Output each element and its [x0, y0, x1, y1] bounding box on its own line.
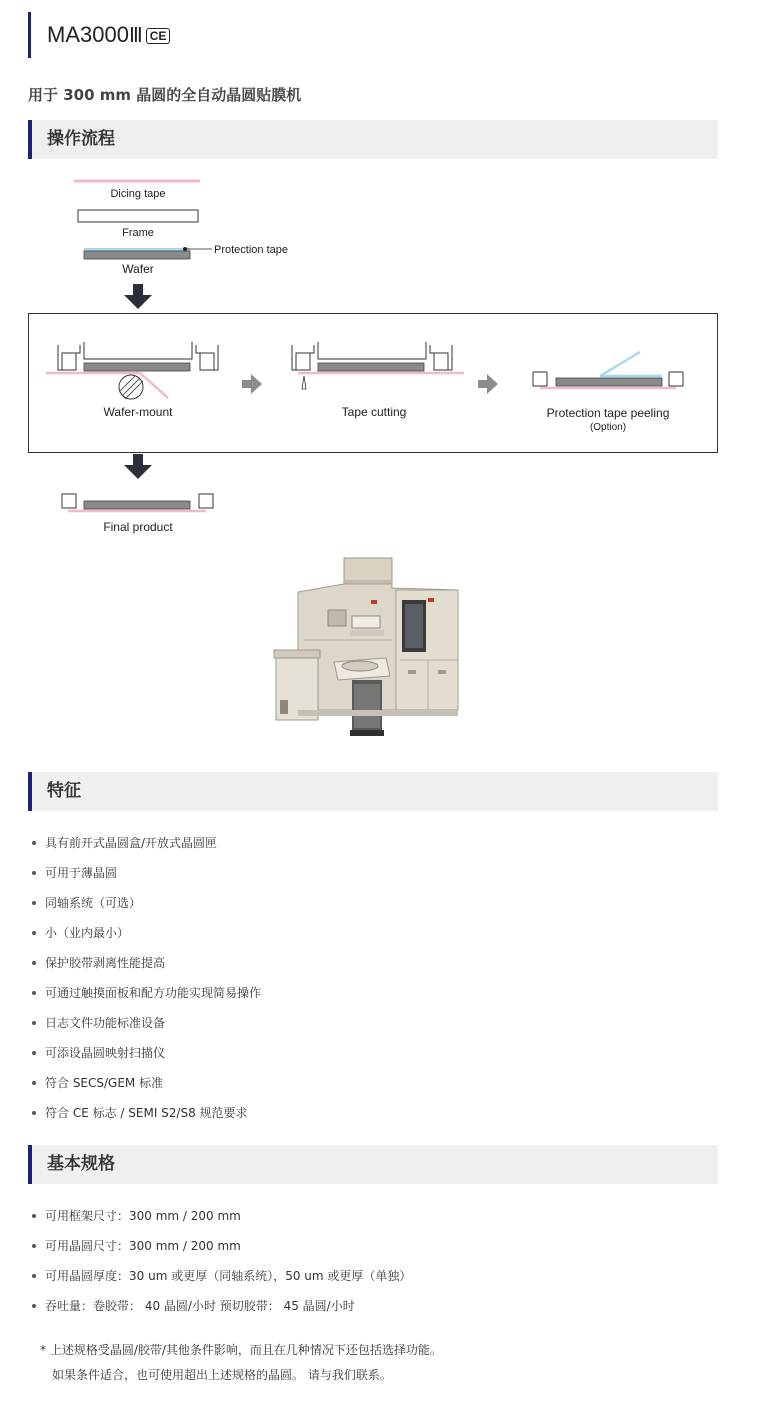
dicing-tape-label: Dicing tape — [110, 188, 166, 200]
list-item: 符合 SECS/GEM 标准 — [30, 1068, 730, 1098]
product-subtitle: 用于 300 mm 晶圆的全自动晶圆贴膜机 — [28, 86, 302, 104]
list-item: 可用于薄晶圆 — [30, 858, 730, 888]
list-item: 可添设晶圆映射扫描仪 — [30, 1038, 730, 1068]
final-product-label: Final product — [103, 520, 173, 534]
spec-list — [30, 1201, 730, 1321]
page-title — [28, 12, 170, 58]
final-product-illustration — [62, 494, 213, 511]
protection-tape-shape — [84, 248, 190, 251]
operation-flow-diagram — [0, 170, 760, 550]
wafer-shape — [84, 251, 190, 259]
list-item: 日志文件功能标准设备 — [30, 1008, 730, 1038]
step-protection-peeling-label: Protection tape peeling — [546, 406, 670, 420]
section-heading-specs: 基本规格 — [28, 1145, 718, 1184]
list-item: 具有前开式晶圆盒/开放式晶圆匣 — [30, 828, 730, 858]
list-item: 同轴系统（可选） — [30, 888, 730, 918]
ce-mark-icon: CE — [146, 28, 171, 44]
spec-note-contact: 如果条件适合，也可使用超出上述规格的晶圆。 请与我们联系。 — [52, 1368, 392, 1382]
down-arrow-icon — [124, 284, 152, 309]
list-item: 小（业内最小） — [30, 918, 730, 948]
list-item: 吞吐量：卷胶带： 40 晶圆/小时 预切胶带： 45 晶圆/小时 — [30, 1291, 730, 1321]
protection-tape-label: Protection tape — [214, 244, 288, 256]
spec-note: * 上述规格受晶圆/胶带/其他条件影响，而且在几种情况下还包括选择功能。 — [40, 1343, 442, 1357]
section-heading-features: 特征 — [28, 772, 718, 811]
machine-photo — [268, 550, 468, 750]
frame-label: Frame — [122, 227, 154, 239]
protection-tape-pointer — [183, 247, 187, 251]
list-item: 可通过触摸面板和配方功能实现简易操作 — [30, 978, 730, 1008]
list-item: 保护胶带剥离性能提高 — [30, 948, 730, 978]
section-heading-flow: 操作流程 — [28, 120, 718, 159]
frame-shape — [78, 210, 198, 222]
list-item: 符合 CE 标志 / SEMI S2/S8 规范要求 — [30, 1098, 730, 1128]
step-tape-cutting-label: Tape cutting — [341, 405, 407, 419]
step-wafer-mount-label: Wafer-mount — [103, 405, 173, 419]
wafer-label: Wafer — [122, 262, 154, 276]
model-roman: Ⅲ — [128, 25, 143, 47]
list-item: 可用框架尺寸：300 mm / 200 mm — [30, 1201, 730, 1231]
list-item: 可用晶圆厚度：30 um 或更厚（同轴系统），50 um 或更厚（单独） — [30, 1261, 730, 1291]
down-arrow-icon — [124, 454, 152, 479]
list-item: 可用晶圆尺寸：300 mm / 200 mm — [30, 1231, 730, 1261]
model-name: MA3000 — [47, 22, 129, 47]
feature-list — [30, 828, 730, 1128]
step-option-note: (Option) — [589, 422, 627, 433]
